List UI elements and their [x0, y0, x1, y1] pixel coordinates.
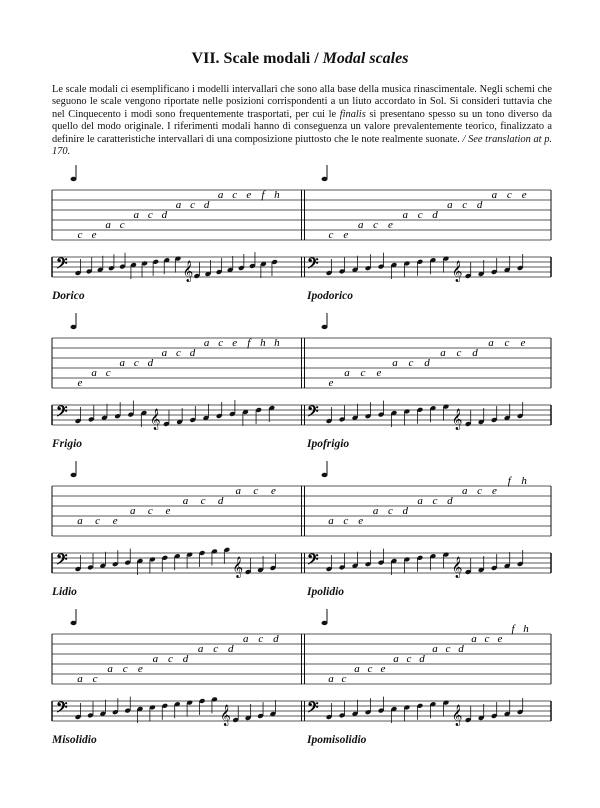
tab-letter: d: [458, 643, 464, 655]
tab-letter: a: [77, 673, 83, 685]
tab-letter: d: [217, 495, 224, 507]
tab-letter: d: [476, 199, 483, 211]
tab-letter: a: [107, 663, 113, 675]
tab-letter: c: [445, 643, 451, 655]
treble-clef-icon: 𝄞: [182, 261, 194, 282]
tab-letter: a: [417, 495, 423, 507]
tab-letter: a: [440, 347, 446, 359]
page-title: VII. Scale modali / Modal scales: [191, 50, 409, 67]
tab-letter: c: [477, 485, 483, 497]
tab-letter: a: [130, 505, 136, 517]
tab-letter: e: [387, 219, 393, 231]
tab-letter: d: [419, 653, 425, 665]
tab-letter: a: [203, 337, 210, 349]
tab-letter: h: [274, 189, 280, 201]
tab-letter: c: [343, 515, 349, 527]
treble-clef-icon: 𝄞: [451, 705, 463, 726]
tab-letter: c: [95, 515, 101, 527]
bass-clef-icon: 𝄢: [307, 255, 319, 276]
tab-letter: d: [432, 209, 438, 221]
treble-clef-icon: 𝄞: [451, 557, 463, 578]
bass-clef-icon: 𝄢: [56, 255, 68, 276]
tab-letter: e: [376, 367, 382, 379]
tab-letter: a: [372, 505, 379, 517]
bass-clef-icon: 𝄢: [56, 403, 68, 424]
tab-letter: c: [213, 643, 219, 655]
finalis-term: finalis: [339, 108, 366, 120]
rhythm-flag-head: [71, 473, 77, 477]
tab-letter: a: [471, 633, 477, 645]
mode-label: Ipolidio: [307, 586, 345, 598]
tab-letter: c: [105, 367, 111, 379]
tab-letter: d: [227, 643, 234, 655]
tab-letter: c: [504, 337, 510, 349]
tab-letter: a: [119, 357, 125, 369]
tab-letter: e: [343, 229, 349, 241]
rhythm-flag-head: [322, 177, 328, 181]
tab-letter: e: [491, 485, 497, 497]
treble-clef-icon: 𝄞: [451, 261, 463, 282]
music-staff: [52, 405, 551, 425]
tab-letter: c: [190, 199, 195, 211]
tab-letter: e: [137, 663, 143, 675]
tab-letter: c: [232, 189, 238, 201]
tab-letter: a: [354, 663, 360, 675]
tab-letter: c: [506, 189, 512, 201]
tab-letter: f: [247, 337, 251, 349]
tab-letter: e: [77, 377, 83, 389]
mode-label: Ipomisolidio: [307, 734, 367, 746]
tab-letter: a: [328, 673, 334, 685]
mode-label: Dorico: [52, 290, 85, 302]
tab-letter: a: [161, 347, 168, 359]
tab-letter: c: [122, 663, 128, 675]
tab-letter: a: [491, 189, 498, 201]
tab-letter: e: [246, 189, 252, 201]
tab-letter: a: [235, 485, 241, 497]
tab-letter: e: [358, 515, 364, 527]
tab-letter: h: [274, 337, 280, 349]
intro-paragraph: Le scale modali ci esemplificano i modelli intervallari che sono alla base della musica rinascimentale. Negli schemi che seguono le scale vengono riportate nelle posizioni corrispondenti a un liuto accordato in Sol. Si consideri tuttavia che nel Cinquecento i modi sono frequentemente trasportati, per cui le finalis si presentano spesso su un tono diverso da quello del modo originale. I riferimenti modali hanno di conseguenza un valore prevalentemente teorico, finalizzato a definire le caratteristiche intervallari di una composizione piuttosto che le note realmente suonate. / See translation at p. 170.: [52, 84, 552, 158]
tab-letter: a: [432, 643, 438, 655]
tab-letter: e: [270, 485, 276, 497]
tab-letter: a: [152, 653, 159, 665]
tab-letter: e: [165, 505, 171, 517]
tab-letter: a: [91, 367, 97, 379]
tab-letter: a: [392, 357, 398, 369]
tab-letter: a: [328, 515, 334, 527]
tab-letter: c: [258, 633, 264, 645]
tab-letter: c: [387, 505, 393, 517]
tab-letter: c: [373, 219, 379, 231]
tab-letter: e: [380, 663, 386, 675]
tab-letter: a: [447, 199, 453, 211]
tab-letter: a: [461, 485, 468, 497]
treble-clef-icon: 𝄞: [149, 409, 161, 430]
tab-letter: a: [488, 337, 494, 349]
tab-letter: c: [253, 485, 259, 497]
treble-clef-icon: 𝄞: [219, 705, 231, 726]
tab-staff: [52, 338, 551, 388]
tab-letter: e: [112, 515, 118, 527]
tab-letter: c: [167, 653, 173, 665]
treble-clef-icon: 𝄞: [451, 409, 463, 430]
tab-letter: e: [91, 229, 97, 241]
tab-letter: c: [484, 633, 490, 645]
tab-letter: e: [521, 189, 527, 201]
tab-letter: d: [472, 347, 478, 359]
tab-letter: d: [424, 357, 430, 369]
tab-letter: a: [182, 495, 189, 507]
tab-letter: d: [189, 347, 196, 359]
tab-letter: c: [456, 347, 462, 359]
tab-letter: a: [105, 219, 111, 231]
bass-clef-icon: 𝄢: [56, 699, 68, 720]
tab-letter: a: [344, 367, 350, 379]
tab-letter: h: [523, 623, 529, 635]
tab-letter: c: [417, 209, 423, 221]
bass-clef-icon: 𝄢: [307, 403, 319, 424]
tab-letter: d: [402, 505, 409, 517]
tab-letter: c: [200, 495, 206, 507]
tab-letter: a: [402, 209, 409, 221]
tab-letter: e: [520, 337, 526, 349]
tab-letter: c: [341, 673, 347, 685]
tab-letter: c: [147, 505, 153, 517]
tab-letter: d: [447, 495, 453, 507]
tab-letter: a: [133, 209, 140, 221]
tab-letter: c: [176, 347, 181, 359]
tab-letter: d: [182, 653, 189, 665]
tab-letter: c: [367, 663, 373, 675]
tab-letter: c: [406, 653, 412, 665]
mode-label: Misolidio: [52, 734, 97, 746]
tab-letter: c: [360, 367, 366, 379]
rhythm-flag-head: [71, 325, 77, 329]
tab-letter: a: [175, 199, 182, 211]
tab-letter: c: [408, 357, 414, 369]
treble-clef-icon: 𝄞: [232, 557, 244, 578]
tab-letter: e: [497, 633, 503, 645]
rhythm-flag-head: [71, 621, 77, 625]
tab-letter: a: [357, 219, 364, 231]
tab-letter: a: [393, 653, 399, 665]
tab-letter: e: [232, 337, 238, 349]
tab-letter: c: [92, 673, 98, 685]
tab-letter: c: [133, 357, 139, 369]
tab-letter: c: [147, 209, 153, 221]
tab-letter: c: [119, 219, 125, 231]
tab-letter: c: [432, 495, 438, 507]
tab-letter: d: [147, 357, 154, 369]
rhythm-flag-head: [322, 473, 328, 477]
rhythm-flag-head: [71, 177, 77, 181]
mode-label: Frigio: [52, 438, 83, 450]
tab-letter: c: [77, 229, 83, 241]
tab-letter: d: [203, 199, 210, 211]
tab-letter: c: [462, 199, 468, 211]
mode-label: Ipofrigio: [307, 438, 350, 450]
bass-clef-icon: 𝄢: [307, 699, 319, 720]
tab-letter: f: [511, 623, 515, 635]
tab-letter: a: [197, 643, 204, 655]
tab-letter: c: [328, 229, 334, 241]
mode-label: Lidio: [52, 586, 77, 598]
tab-letter: a: [217, 189, 224, 201]
tab-letter: f: [261, 189, 265, 201]
tab-letter: h: [521, 475, 527, 487]
tab-letter: d: [161, 209, 168, 221]
tab-letter: e: [328, 377, 334, 389]
bass-clef-icon: 𝄢: [307, 551, 319, 572]
mode-label: Ipodorico: [307, 290, 353, 302]
see-translation-note: / See translation at p. 170.: [52, 133, 552, 158]
tab-letter: c: [218, 337, 224, 349]
music-staff: [52, 257, 551, 277]
rhythm-flag-head: [322, 621, 328, 625]
tab-letter: a: [243, 633, 249, 645]
bass-clef-icon: 𝄢: [56, 551, 68, 572]
tab-staff: [52, 190, 551, 240]
rhythm-flag-head: [322, 325, 328, 329]
tab-letter: a: [77, 515, 83, 527]
tab-letter: d: [273, 633, 279, 645]
tab-letter: f: [507, 475, 511, 487]
tab-letter: h: [260, 337, 266, 349]
